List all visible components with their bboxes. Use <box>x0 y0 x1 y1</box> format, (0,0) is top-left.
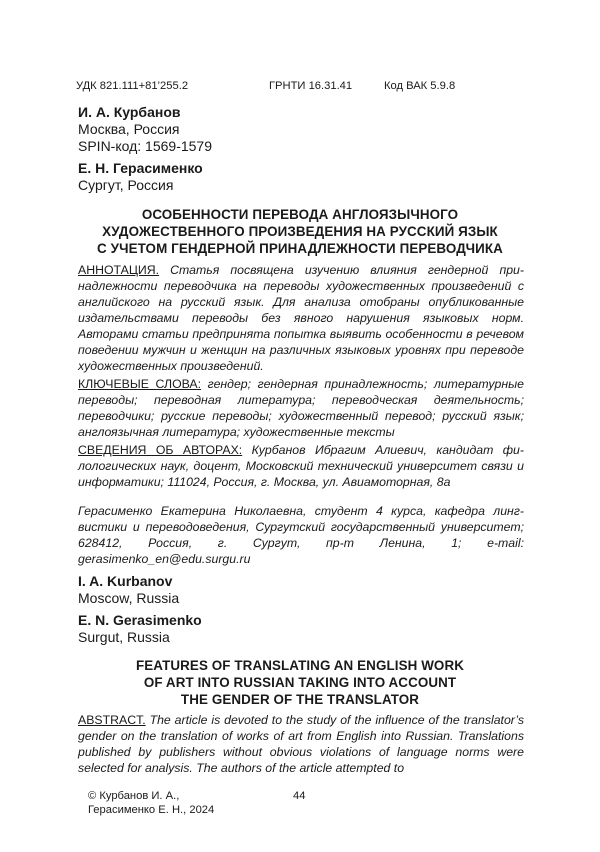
keywords-text: гендер; гендерная принадлежность; литературные переводы; переводная литература; переводческая деятельность; переводчики; русские переводы; художественный перевод; русский язык; англоязычная литература; художественные тексты <box>78 377 524 439</box>
title-line: OF ART INTO RUSSIAN TAKING INTO ACCOUNT <box>143 675 457 690</box>
ru-abstract <box>78 262 524 374</box>
ru-author-1 <box>78 104 524 155</box>
copyright-line: Герасименко Е. Н., 2024 <box>88 804 215 816</box>
ru-keywords <box>78 376 524 440</box>
author2-info-text: Герасименко Екатерина Николаевна, студент 4 курса, кафедра лингвистики и переводоведения, Сургутский государственный университет; 628412, Россия, г. Сургут, пр-т Ленина, 1; e-mail: gerasimenko_en@edu.surgu.ru <box>78 504 524 566</box>
grnti-code: ГРНТИ 16.31.41 <box>269 80 353 92</box>
abstract-label: АННОТАЦИЯ. <box>78 263 160 277</box>
en-author-1 <box>78 573 524 607</box>
author-location: Москва, Россия <box>78 121 180 137</box>
udk-code: УДК 821.111+81’255.2 <box>76 80 189 92</box>
ru-authors-info <box>78 442 524 490</box>
ru-article-title <box>70 206 530 257</box>
en-author-2 <box>78 612 524 646</box>
classification-codes <box>76 80 524 96</box>
authors-info-label: СВЕДЕНИЯ ОБ АВТОРАХ: <box>78 443 243 457</box>
author-spin: SPIN-код: 1569-1579 <box>78 138 212 154</box>
ru-author2-info <box>78 503 524 567</box>
en-article-title <box>70 657 530 708</box>
author-location: Surgut, Russia <box>78 629 170 645</box>
abstract-text: Статья посвящена изучению влияния гендерной принадлежности переводчика на переводы художественных произведений с английского на русский язык. Для анализа отобраны опубликованные издательствами переводы без явного нарушения языковых норм. Авторами статьи предпринята попытка выявить особенности в речевом поведении мужчин и женщин на различных языковых уровнях при переводе художественных произведений. <box>78 263 524 373</box>
author-location: Сургут, Россия <box>78 177 174 193</box>
title-line: ХУДОЖЕСТВЕННОГО ПРОИЗВЕДЕНИЯ НА РУССКИЙ ЯЗЫК <box>102 224 498 239</box>
author-name: И. А. Курбанов <box>78 104 181 120</box>
vak-code: Код ВАК 5.9.8 <box>384 80 456 92</box>
en-abstract <box>78 712 524 776</box>
title-line: ОСОБЕННОСТИ ПЕРЕВОДА АНГЛОЯЗЫЧНОГО <box>141 207 459 222</box>
author-name: Е. Н. Герасименко <box>78 160 203 176</box>
title-line: С УЧЕТОМ ГЕНДЕРНОЙ ПРИНАДЛЕЖНОСТИ ПЕРЕВОДЧИКА <box>97 241 503 256</box>
ru-author-2 <box>78 160 524 194</box>
abstract-label: ABSTRACT. <box>78 713 146 727</box>
copyright-line: © Курбанов И. А., <box>88 790 180 802</box>
keywords-label: КЛЮЧЕВЫЕ СЛОВА: <box>78 377 202 391</box>
copyright-notice <box>88 789 214 817</box>
author-name: I. A. Kurbanov <box>78 573 173 589</box>
authors-info-text: Курбанов Ибрагим Алиевич, кандидат филологических наук, доцент, Московский технический университет связи и информатики; 111024, Россия, г. Москва, ул. Авиамоторная, 8а <box>78 443 524 489</box>
author-location: Moscow, Russia <box>78 590 180 606</box>
author-name: E. N. Gerasimenko <box>78 612 202 628</box>
title-line: FEATURES OF TRANSLATING AN ENGLISH WORK <box>136 658 464 673</box>
page-number: 44 <box>293 790 306 802</box>
title-line: THE GENDER OF THE TRANSLATOR <box>180 692 420 707</box>
abstract-text: The article is devoted to the study of the influence of the translator’s gender on the translation of works of art from English into Russian. Translations published by publishers without obvious violations of language norms were selected for analysis. The authors of the article attempted to <box>78 713 524 775</box>
